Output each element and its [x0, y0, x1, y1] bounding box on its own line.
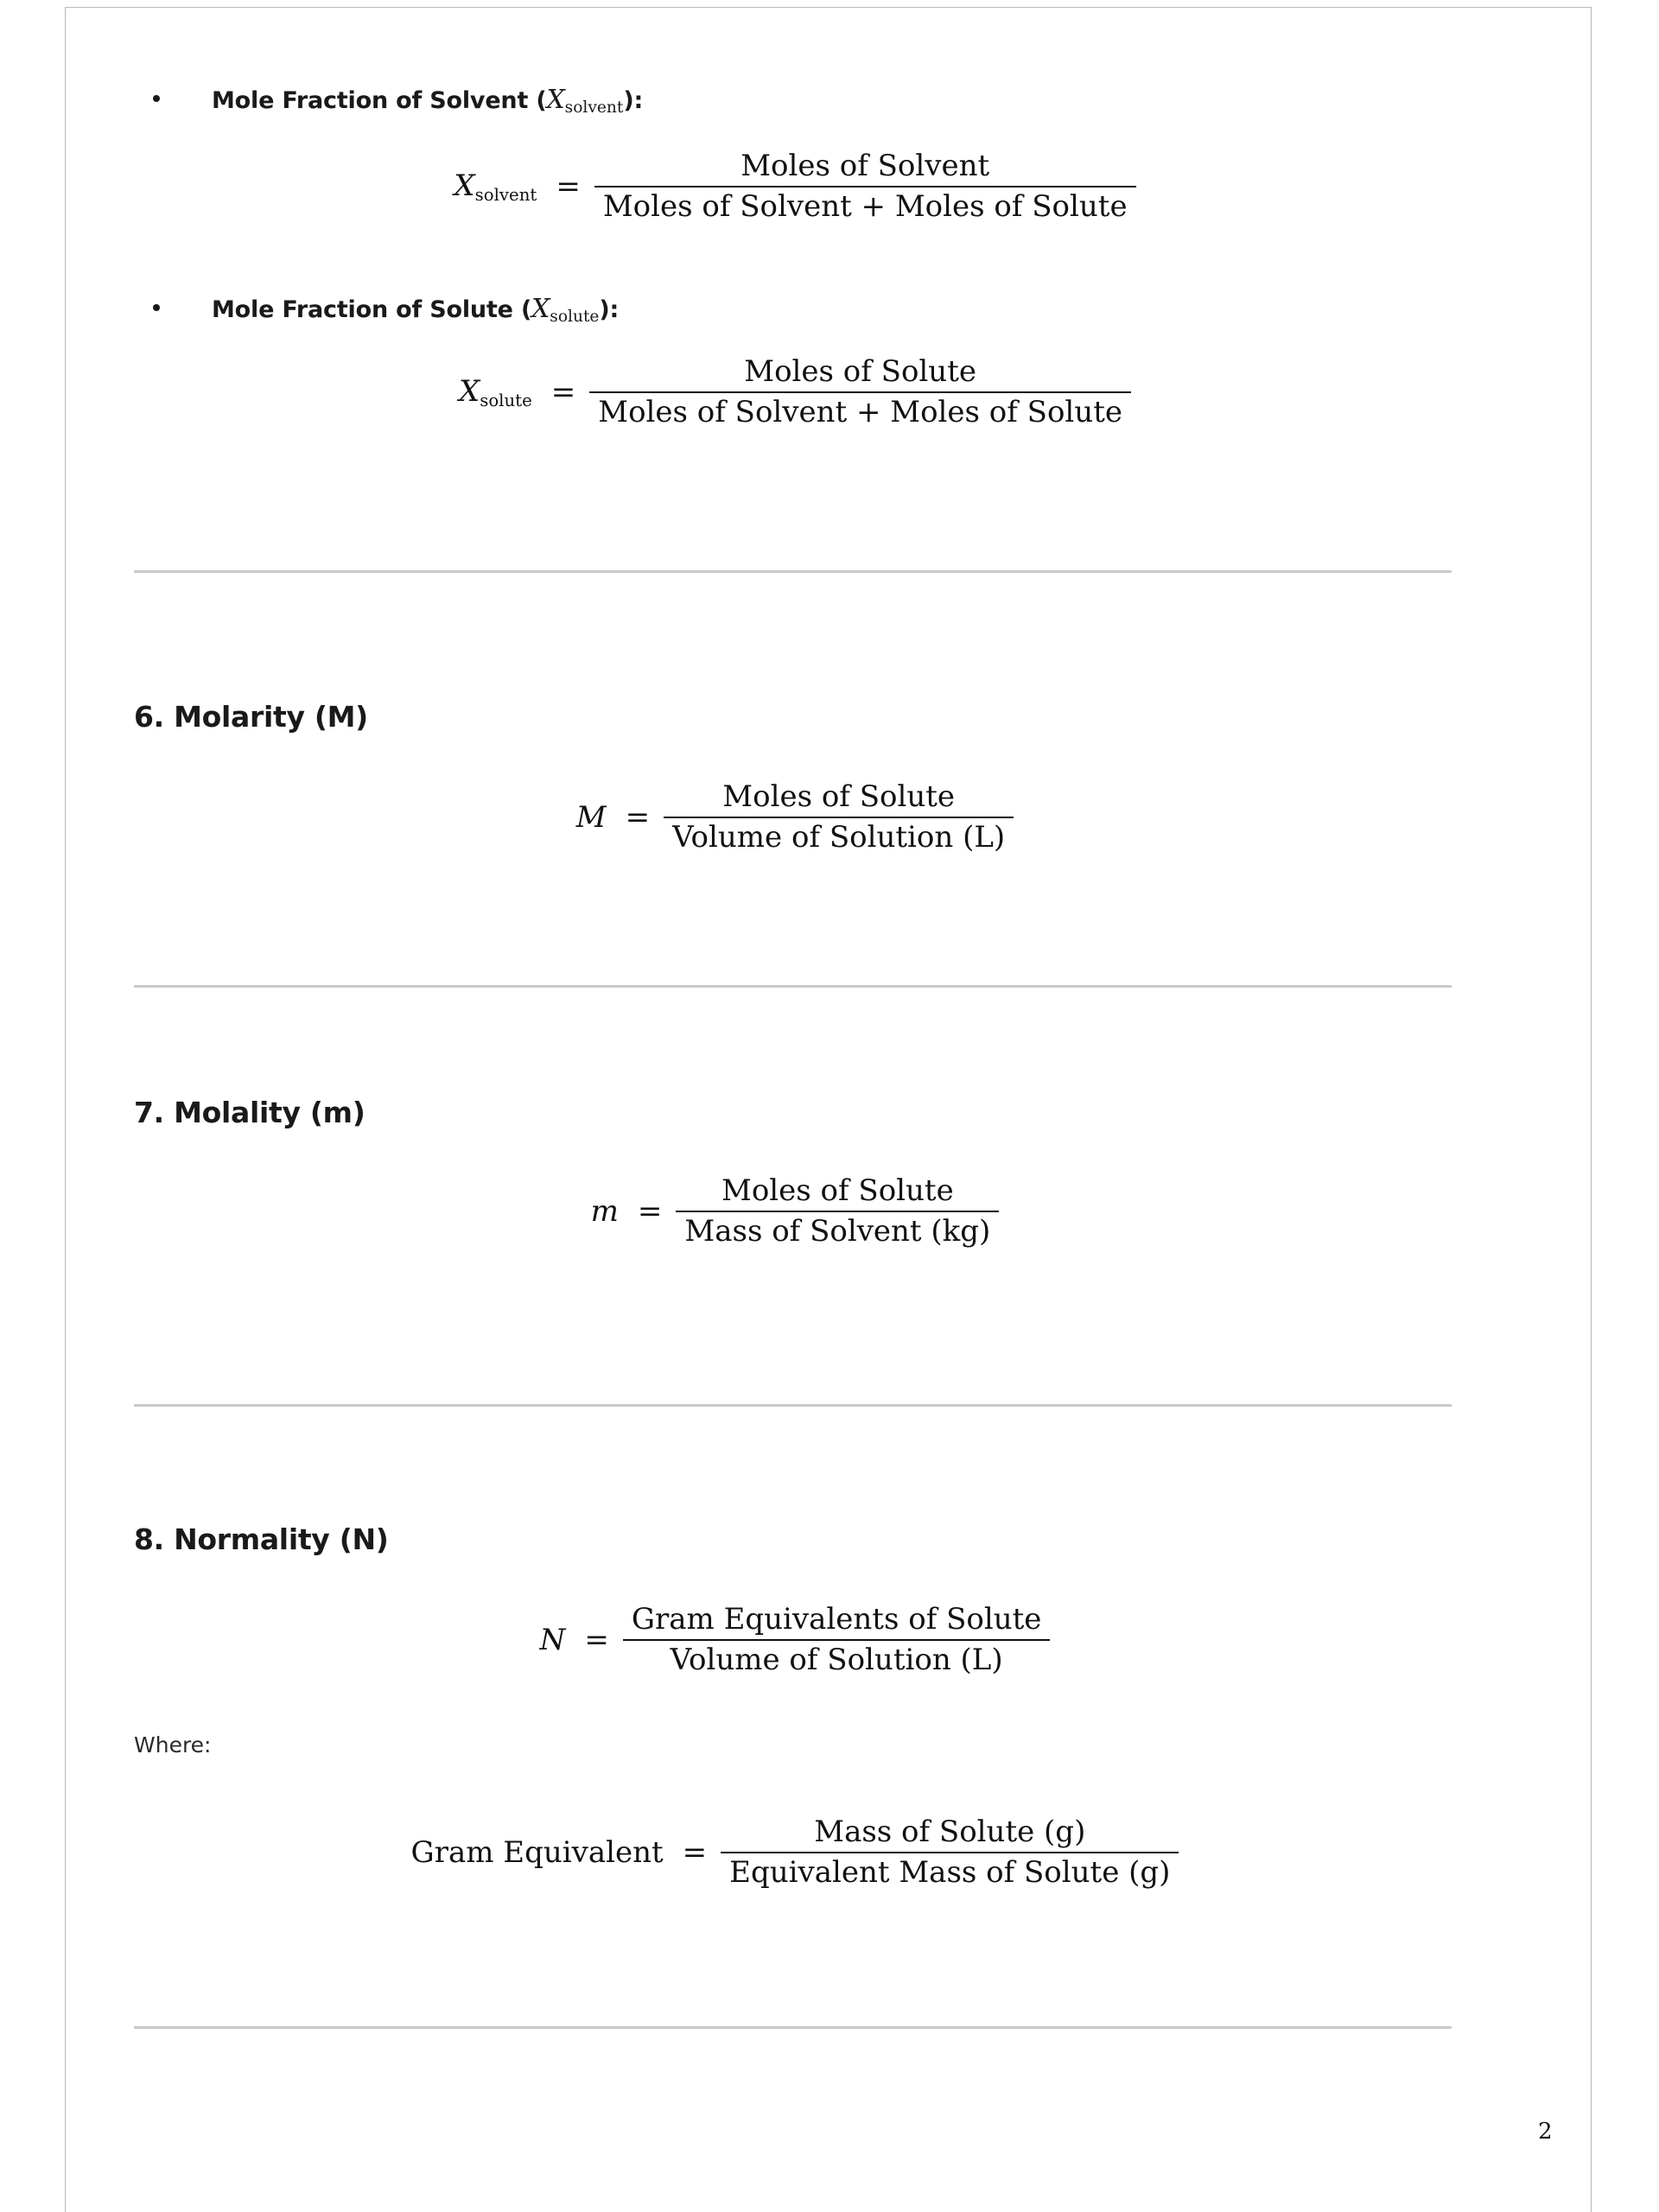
mole-fraction-bullet-list	[134, 85, 1456, 118]
inline-variable-x-solvent: $X_{solvent}$	[546, 85, 624, 118]
page-number: 2	[1538, 2119, 1553, 2145]
equals-sign: =	[556, 168, 581, 204]
formula-molality	[134, 1172, 1456, 1250]
bullet-item-mole-fraction-solute	[134, 294, 1456, 327]
equals-sign: =	[682, 1834, 708, 1870]
fraction-denominator: Equivalent Mass of Solute (g)	[729, 1854, 1171, 1890]
section-divider	[134, 1404, 1452, 1407]
fraction-denominator: Moles of Solvent + Moles of Solute	[602, 188, 1128, 224]
formula-lhs-x-solute: $X_{solute}$	[458, 373, 532, 410]
bullet-label-suffix: ):	[599, 296, 620, 323]
fraction	[623, 1600, 1051, 1679]
section-divider	[134, 985, 1452, 988]
fraction-denominator: Volume of Solution (L)	[670, 1642, 1003, 1677]
formula-lhs-gram-equivalent: Gram Equivalent	[410, 1834, 664, 1870]
fraction-numerator: Moles of Solute	[744, 354, 976, 389]
formula-mole-fraction-solvent	[134, 147, 1456, 226]
fraction-numerator: Moles of Solvent	[741, 149, 990, 183]
fraction	[676, 1172, 999, 1250]
formula-molarity	[134, 778, 1456, 856]
heading-molarity: 6. Molarity (M)	[134, 700, 368, 734]
equals-sign: =	[637, 1193, 663, 1229]
fraction-denominator: Moles of Solvent + Moles of Solute	[598, 394, 1122, 429]
fraction	[594, 147, 1136, 226]
where-label: Where:	[134, 1732, 212, 1758]
formula-normality	[134, 1600, 1456, 1679]
formula-lhs-x-solvent: $X_{solvent}$	[454, 168, 537, 205]
bullet-dot-icon	[153, 95, 160, 102]
formula-mole-fraction-solute	[134, 353, 1456, 431]
fraction	[589, 353, 1131, 431]
equals-sign: =	[550, 374, 576, 410]
mole-fraction-solute-bullet-list	[134, 294, 1456, 327]
formula-lhs-m-lower: m	[590, 1193, 619, 1229]
heading-normality: 8. Normality (N)	[134, 1522, 389, 1556]
formula-gram-equivalent	[134, 1813, 1456, 1891]
equals-sign: =	[584, 1622, 609, 1657]
section-divider	[134, 570, 1452, 573]
fraction-numerator: Gram Equivalents of Solute	[631, 1602, 1042, 1637]
bullet-label-prefix: Mole Fraction of Solvent (	[212, 87, 547, 114]
inline-variable-x-solute: $X_{solute}$	[531, 294, 600, 327]
bullet-label-prefix: Mole Fraction of Solute (	[212, 296, 532, 323]
fraction-numerator: Mass of Solute (g)	[814, 1815, 1086, 1849]
bullet-label-suffix: ):	[623, 87, 644, 114]
fraction	[721, 1813, 1179, 1891]
formula-lhs-n: N	[539, 1622, 566, 1657]
heading-molality: 7. Molality (m)	[134, 1096, 365, 1129]
bullet-item-mole-fraction-solvent	[134, 85, 1456, 118]
equals-sign: =	[625, 799, 651, 835]
fraction-denominator: Volume of Solution (L)	[672, 819, 1006, 855]
fraction	[664, 778, 1014, 856]
section-divider	[134, 2026, 1452, 2029]
fraction-denominator: Mass of Solvent (kg)	[684, 1213, 991, 1249]
bullet-dot-icon	[153, 304, 160, 311]
formula-lhs-m: M	[575, 799, 607, 835]
fraction-numerator: Moles of Solute	[721, 1173, 954, 1208]
fraction-numerator: Moles of Solute	[722, 779, 956, 814]
